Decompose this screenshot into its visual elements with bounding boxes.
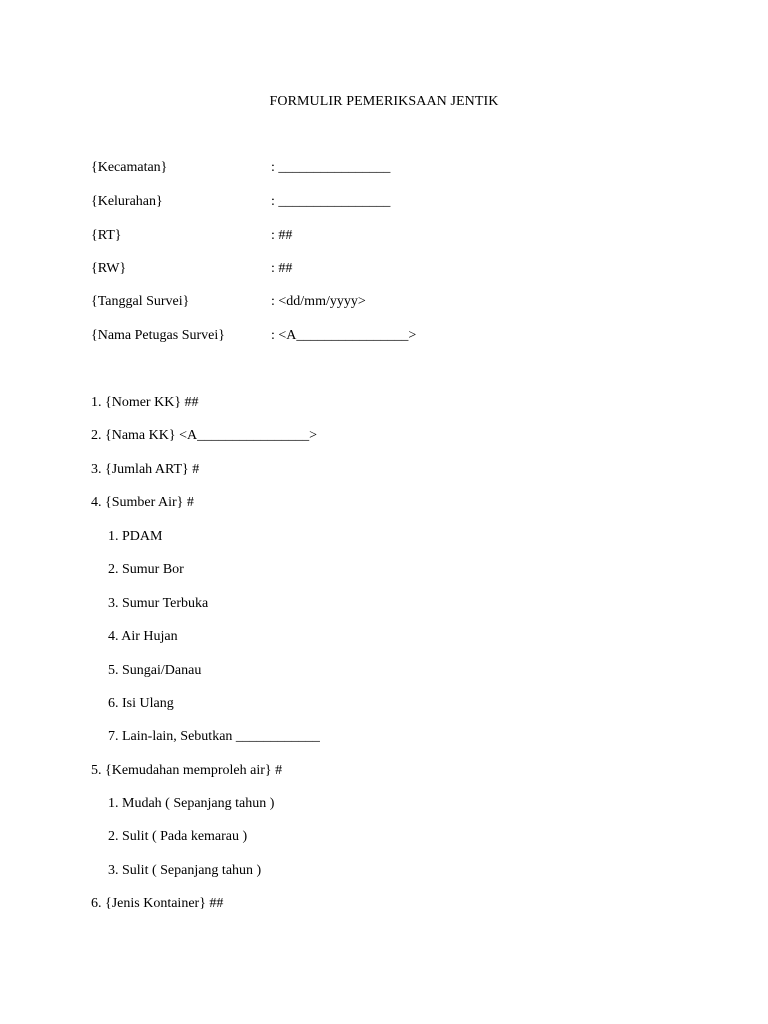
field-value: : ## [271, 228, 293, 243]
field-label: {RW} [91, 261, 127, 276]
field-tanggal-survei [91, 292, 691, 312]
question-sumber-air: 4. {Sumber Air} # [91, 495, 194, 510]
question-kemudahan-air: 5. {Kemudahan memproleh air} # [91, 763, 283, 778]
question-nomer-kk: 1. {Nomer KK} ## [91, 395, 199, 410]
field-nama-petugas [91, 326, 691, 346]
field-kelurahan [91, 192, 691, 212]
form-title: FORMULIR PEMERIKSAAN JENTIK [269, 94, 499, 109]
field-rw [91, 259, 691, 279]
field-kecamatan [91, 158, 691, 178]
field-value: : ________________ [271, 194, 391, 209]
option-item: 3. Sulit ( Sepanjang tahun ) [108, 863, 262, 878]
option-item: 4. Air Hujan [108, 629, 178, 644]
field-label: {Kelurahan} [91, 194, 163, 209]
question-jenis-kontainer: 6. {Jenis Kontainer} ## [91, 896, 224, 911]
field-value: : ## [271, 261, 293, 276]
option-item: 1. Mudah ( Sepanjang tahun ) [108, 796, 275, 811]
option-item: 6. Isi Ulang [108, 696, 174, 711]
field-rt [91, 226, 691, 246]
question-nama-kk: 2. {Nama KK} <A________________> [91, 428, 317, 443]
field-label: {RT} [91, 228, 122, 243]
field-label: {Tanggal Survei} [91, 294, 190, 309]
option-item: 2. Sulit ( Pada kemarau ) [108, 829, 248, 844]
option-item: 2. Sumur Bor [108, 562, 184, 577]
option-item: 3. Sumur Terbuka [108, 596, 209, 611]
field-value: : <A________________> [271, 328, 417, 343]
field-value: : <dd/mm/yyyy> [271, 294, 366, 309]
field-label: {Kecamatan} [91, 160, 168, 175]
field-label: {Nama Petugas Survei} [91, 328, 225, 343]
question-jumlah-art: 3. {Jumlah ART} # [91, 462, 200, 477]
field-value: : ________________ [271, 160, 391, 175]
option-item: 7. Lain-lain, Sebutkan ____________ [108, 729, 320, 744]
option-item: 5. Sungai/Danau [108, 663, 202, 678]
option-item: 1. PDAM [108, 529, 163, 544]
